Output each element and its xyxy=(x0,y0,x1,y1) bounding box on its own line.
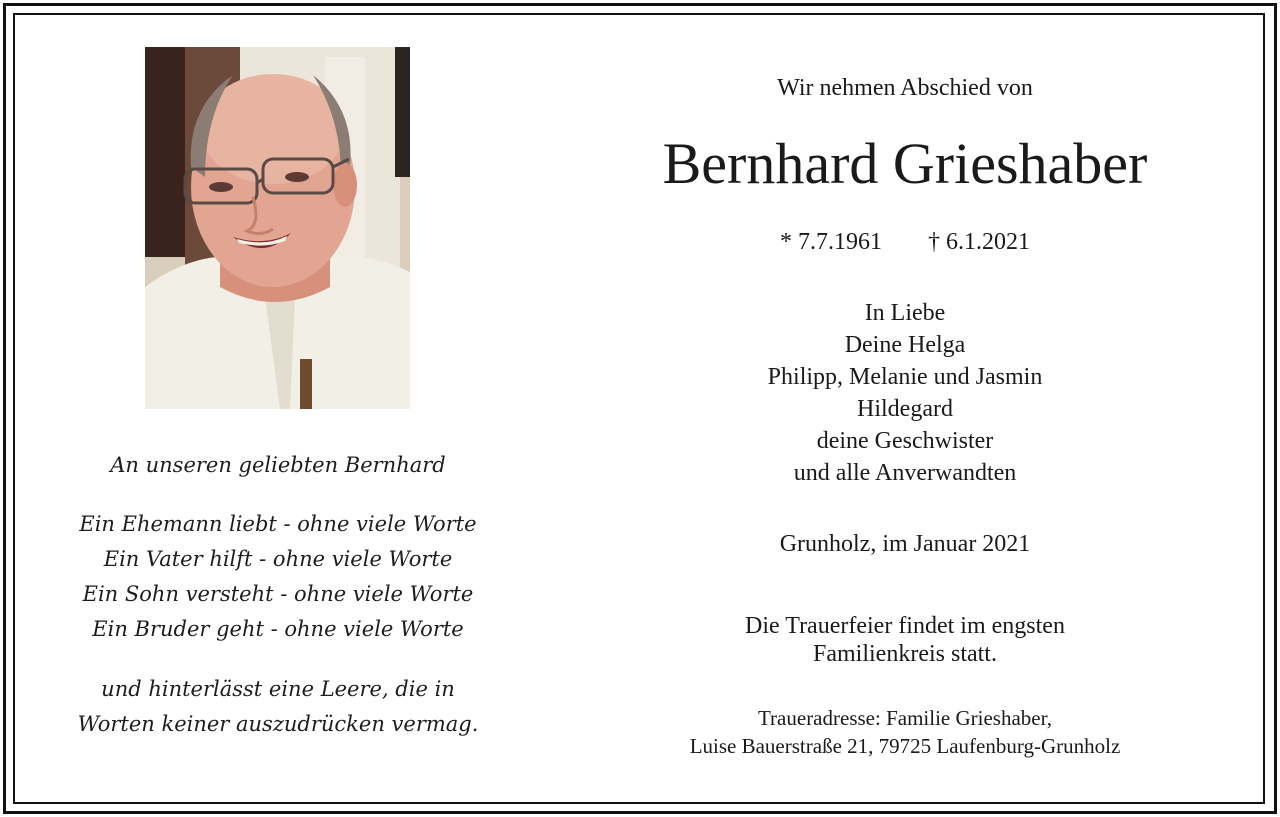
deceased-name xyxy=(600,130,1210,198)
poem-heading-text: An unseren geliebten Bernhard xyxy=(110,453,446,477)
address-line: Traueradresse: Familie Grieshaber, xyxy=(757,706,1053,730)
poem-closing-line: und hinterlässt eine Leere, die in xyxy=(101,677,455,701)
mourner-line: und alle Anverwandten xyxy=(793,460,1017,486)
death-date: † 6.1.2021 xyxy=(928,229,1030,255)
farewell-intro xyxy=(600,72,1210,104)
mourner-line: In Liebe xyxy=(864,300,946,326)
farewell-intro-text: Wir nehmen Abschied von xyxy=(777,75,1033,101)
poem-heading xyxy=(40,448,516,483)
poem-line: Ein Ehemann liebt - ohne viele Worte xyxy=(79,512,477,536)
ceremony-note xyxy=(600,612,1210,668)
mourners-list xyxy=(600,297,1210,489)
birth-date: * 7.7.1961 xyxy=(780,229,882,255)
poem-verse xyxy=(40,507,516,647)
ceremony-line: Die Trauerfeier findet im engsten xyxy=(745,613,1065,639)
poem-line: Ein Sohn versteht - ohne viele Worte xyxy=(82,582,474,606)
mourner-line: Hildegard xyxy=(857,396,953,422)
address-line: Luise Bauerstraße 21, 79725 Laufenburg-Grunholz xyxy=(689,734,1121,758)
mourner-line: Philipp, Melanie und Jasmin xyxy=(767,364,1043,390)
poem-closing-line: Worten keiner auszudrücken vermag. xyxy=(77,712,479,736)
poem-line: Ein Vater hilft - ohne viele Worte xyxy=(103,547,453,571)
mourning-address xyxy=(600,704,1210,760)
life-dates xyxy=(600,226,1210,258)
poem-closing xyxy=(40,672,516,742)
portrait-photo xyxy=(145,47,410,409)
ceremony-line: Familienkreis statt. xyxy=(813,641,997,667)
place-date xyxy=(600,528,1210,560)
poem-line: Ein Bruder geht - ohne viele Worte xyxy=(92,617,464,641)
deceased-name-text: Bernhard Grieshaber xyxy=(662,131,1148,196)
mourner-line: deine Geschwister xyxy=(816,428,994,454)
place-date-text: Grunholz, im Januar 2021 xyxy=(779,531,1031,557)
mourner-line: Deine Helga xyxy=(844,332,966,358)
